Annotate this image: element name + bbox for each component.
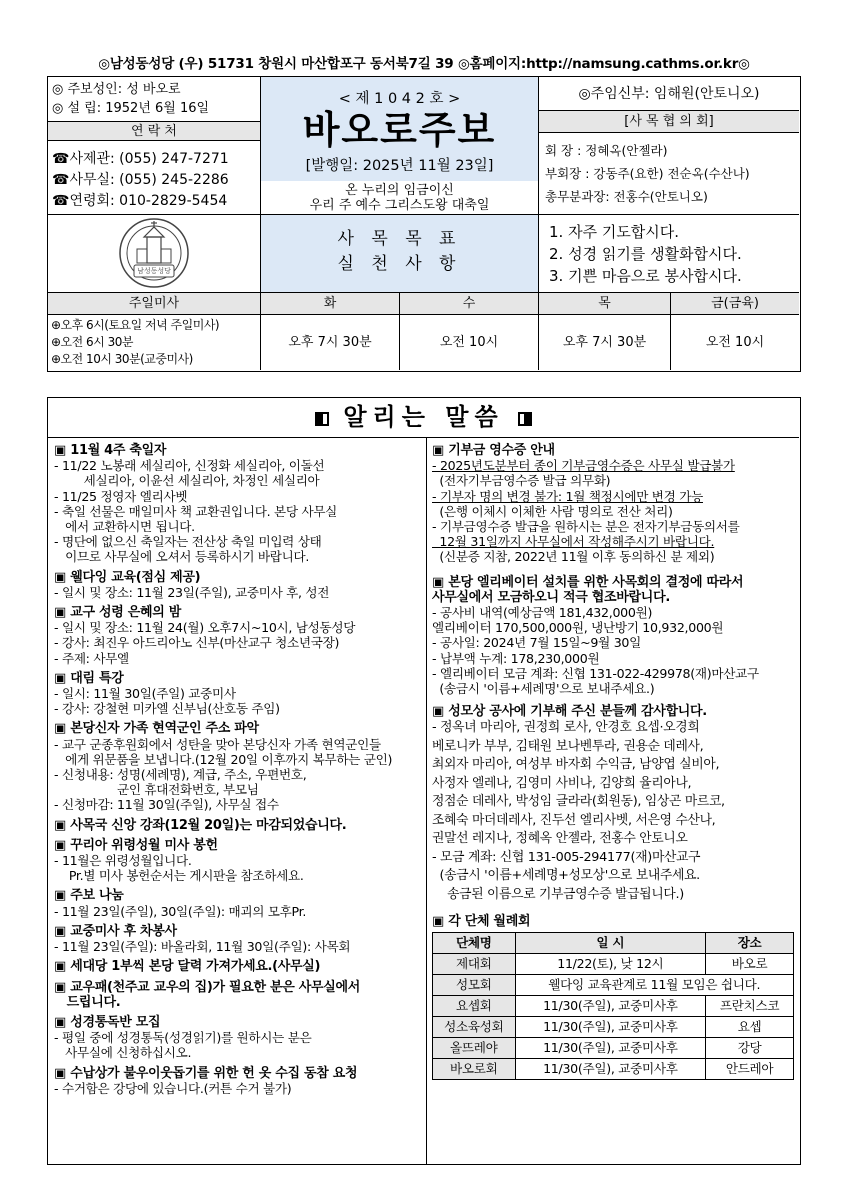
notice-line: - 일시: 11월 30일(주일) 교중미사 [54,686,236,702]
groups-header-row [433,932,794,953]
group-place: 요셉 [706,1016,794,1037]
founded-date: ◎ 설 립: 1952년 6월 16일 [52,101,210,116]
patron-saint: ◎ 주보성인: 성 바오로 [52,82,181,97]
notice-heading: ▣ 교중미사 후 차봉사 [54,923,177,939]
group-name: 제대회 [433,953,516,974]
title-right-box-icon [518,412,532,426]
notice-line: - 강사: 최진우 아드리아노 신부(마산교구 청소년국장) [54,635,340,651]
notice-line: 사무실에 신청하십시오. [54,1045,192,1061]
group-place: 안드레아 [706,1058,794,1079]
notice-line: 이므로 사무실에 오셔서 등록하시기 바랍니다. [54,549,310,565]
mass-header-sunday: 주일미사 [128,296,180,311]
group-place: 프란치스코 [706,995,794,1016]
pastor-name: ◎주임신부: 임해원(안토니오) [539,77,799,111]
group-place: 바오로 [706,953,794,974]
notice-line: - 11월 23일(주일), 30일(주일): 매괴의 모후Pr. [54,903,307,919]
notice-line: - 명단에 없으신 축일자는 전산상 축일 미입력 상태 [54,534,322,550]
goals-title-2: 실 천 사 항 [337,254,462,274]
receipt-heading: ▣ 기부금 영수증 안내 [432,443,555,458]
notice-line: - 신청내용: 성명(세례명), 계급, 주소, 우편번호, [54,767,307,783]
group-name: 요셉회 [433,995,516,1016]
notice-line: 드립니다. [54,994,121,1010]
thanks-line: (송금시 '이름+세례명+성모상'으로 보내주세요. [432,868,700,884]
sunday-mass-3: ⊕오전 10시 30분(교중미사) [51,352,193,366]
thanks-line: 사정자 엘레나, 김영미 사비나, 김양희 율리아나, [432,775,692,791]
mass-header-wed: 수 [462,296,476,311]
table-row [433,1016,794,1037]
groups-heading: ▣ 각 단체 월례회 [432,914,531,930]
mass-header-fri: 금(금육) [711,296,759,311]
title-left-box-icon [315,412,329,426]
bulletin-header [47,76,801,372]
group-schedule: 11/30(주일), 교중미사후 [515,995,706,1016]
notice-heading: ▣ 주보 나눔 [54,888,124,904]
contact-header: 연 락 처 [48,121,260,141]
thanks-line: 베로니카 부부, 김태원 보나벤투라, 권용순 데레사, [432,738,704,754]
mass-header-thu: 목 [598,296,611,311]
seal-area [48,215,260,292]
groups-header-cell: 단체명 [433,932,516,953]
notices-title-text: 알리는 말씀 [343,403,504,431]
council-header: [사 목 협 의 회] [539,111,799,133]
notice-line: - 주제: 사무엘 [54,650,129,666]
notice-heading: ▣ 수납상가 불우이웃돕기를 위한 헌 옷 수집 동참 요청 [54,1065,358,1081]
group-schedule: 11/22(토), 낮 12시 [515,953,706,974]
thanks-line: 송금된 이름으로 기부금영수증 발급됩니다.) [432,886,684,902]
receipt-line-6: 12월 31일까지 사무실에서 작성해주시기 바랍니다. [432,534,715,550]
notice-line: 에게 위문품을 보냅니다.(12월 20일 이후까지 복무하는 군인) [54,751,393,767]
notice-line: Pr.별 미사 봉헌순서는 게시판을 참조하세요. [54,868,304,884]
thanks-line: - 정옥녀 마리아, 권정희 로사, 안경호 요셉·오경희 [432,720,700,736]
thanks-line: 권말선 레지나, 정혜옥 안젤라, 전홍수 안토니오 [432,831,688,847]
thanks-line: 최외자 마리아, 여성부 바자회 수익금, 남양엽 실비아, [432,757,720,773]
elevator-line-1: - 공사비 내역(예상금액 181,432,000원) [432,605,653,621]
notice-line: - 평일 중에 성경통독(성경읽기)를 원하시는 분은 [54,1030,312,1046]
notice-line: 군인 휴대전화번호, 부모님 [54,782,259,798]
mass-tue-time: 오후 7시 30분 [288,335,372,350]
receipt-line-5: - 기부금영수증 발급을 원하시는 분은 전자기부금동의서를 [432,519,740,535]
sunday-mass-1: ⊕오후 6시(토요일 저녁 주일미사) [51,318,220,332]
notice-line: - 일시 및 장소: 11월 24(월) 오후7시~10시, 남성동성당 [54,620,356,636]
group-place: 강당 [706,1037,794,1058]
receipt-line-7: (신분증 지참, 2022년 11월 이후 동의하신 분 제외) [432,549,715,565]
table-row [433,1058,794,1079]
issue-number: < 제 1 0 4 2 호 > [338,91,461,107]
notice-heading: ▣ 교구 성령 은혜의 밤 [54,605,181,621]
groups-table [432,932,794,1080]
notice-heading: ▣ 대림 특강 [54,670,124,686]
elevator-line-3: - 공사일: 2024년 7월 15일~9월 30일 [432,635,642,651]
notice-line: - 일시 및 장소: 11월 23일(주일), 교중미사 후, 성전 [54,584,330,600]
table-row [433,953,794,974]
contact-funeral: ☎연령회: 010-2829-5454 [52,193,228,209]
group-name: 올뜨레야 [433,1037,516,1058]
contact-rectory: ☎사제관: (055) 247-7271 [52,151,229,167]
notice-line: - 신청마감: 11월 30일(주일), 사무실 접수 [54,797,279,813]
notice-line: - 11/25 정영자 엘리사벳 [54,488,188,504]
sunday-mass-2: ⊕오전 6시 30분 [51,335,133,349]
notice-heading: ▣ 교우패(천주교 교우의 집)가 필요한 분은 사무실에서 [54,979,361,995]
mass-wed-time: 오전 10시 [439,335,499,350]
notice-line: 세실리아, 이윤선 세실리아, 차정인 세실리아 [54,473,320,489]
notice-line: - 수거함은 강당에 있습니다.(커튼 수거 불가) [54,1080,292,1096]
thanks-line: 정점순 데레사, 박성임 글라라(회원동), 임상곤 마르코, [432,794,725,810]
notice-line: - 11/22 노봉래 세실리아, 신정화 세실리아, 이돌선 [54,458,325,474]
feast-line-2: 우리 주 예수 그리스도왕 대축일 [309,198,490,213]
receipt-line-3: - 기부자 명의 변경 불가: 1월 책정시에만 변경 가능 [432,488,703,504]
notice-line: - 축일 선물은 매일미사 책 교환권입니다. 본당 사무실 [54,503,338,519]
notice-heading: ▣ 본당신자 가족 현역군인 주소 파악 [54,721,259,737]
thanks-line: 조혜숙 마더데레사, 진두선 엘리사벳, 서은영 수산나, [432,812,716,828]
contact-office: ☎사무실: (055) 245-2286 [52,172,229,188]
thanks-line: - 모금 계좌: 신협 131-005-294177(재)마산교구 [432,849,701,865]
receipt-line-4: (은행 이체시 이체한 사람 명의로 전산 처리) [432,503,673,519]
seal-label: 남성동성당 [137,267,171,275]
feast-line-1: 온 누리의 임금이신 [345,183,454,198]
notices-left-column [54,438,422,1096]
groups-header-cell: 일 시 [515,932,706,953]
goal-item-3: 3. 기쁜 마음으로 봉사합시다. [549,267,742,285]
elevator-line-6: (송금시 '이름+세례명'으로 보내주세요.) [432,681,655,697]
receipt-line-1: - 2025년도분부터 종이 기부금영수증은 사무실 발급불가 [432,458,735,474]
mass-thu-time: 오후 7시 30분 [562,335,647,350]
notice-heading: ▣ 세대당 1부씩 본당 달력 가져가세요.(사무실) [54,959,321,975]
bulletin-title: 바오로주보 [302,108,497,152]
group-schedule: 11/30(주일), 교중미사후 [515,1037,706,1058]
group-schedule: 웰다잉 교육관계로 11월 모임은 쉽니다. [515,974,793,995]
issue-date: [발행일: 2025년 11월 23일] [305,158,494,174]
notice-line: - 강사: 강철현 미카엘 신부님(산호동 주임) [54,701,280,717]
elevator-line-2: 엘리베이터 170,500,000원, 냉난방기 10,932,000원 [432,620,724,636]
mass-header-tue: 화 [323,296,337,311]
notice-line: - 교구 군종후원회에서 성탄을 맞아 본당신자 가족 현역군인들 [54,736,381,752]
group-name: 성모회 [433,974,516,995]
goal-item-1: 1. 자주 기도합시다. [549,223,680,241]
council-president: 회 장 : 정혜옥(안젤라) [545,143,668,158]
notice-heading: ▣ 11월 4주 축일자 [54,443,167,458]
goal-item-2: 2. 성경 읽기를 생활화합시다. [549,245,742,263]
elevator-heading-1: ▣ 본당 엘리베이터 설치를 위한 사목회의 결정에 따라서 [432,574,744,590]
notice-heading: ▣ 웰다잉 교육(점심 제공) [54,569,201,585]
group-name: 바오로회 [433,1058,516,1079]
notice-heading: ▣ 사목국 신앙 강좌(12월 20일)는 마감되었습니다. [54,817,347,833]
group-schedule: 11/30(주일), 교중미사후 [515,1058,706,1079]
church-seal-icon [48,215,260,292]
goals-title-1: 사 목 목 표 [337,229,462,249]
notice-line: 에서 교환하시면 됩니다. [54,519,195,535]
notice-line: - 11월은 위령성월입니다. [54,853,192,869]
notice-heading: ▣ 성경통독반 모집 [54,1014,161,1030]
thanks-heading: ▣ 성모상 공사에 기부해 주신 분들께 감사합니다. [432,704,707,720]
group-name: 성소육성회 [433,1016,516,1037]
notices-right-column [432,438,798,1080]
elevator-line-5: - 엘리베이터 모금 계좌: 신협 131-022-429978(재)마산교구 [432,665,759,681]
elevator-heading-2: 사무실에서 모금하오니 적극 협조바랍니다. [432,589,670,605]
table-row [433,995,794,1016]
mass-fri-time: 오전 10시 [705,335,765,350]
council-vice: 부회장 : 강동주(요한) 전순옥(수산나) [545,166,750,181]
table-row [433,1037,794,1058]
parish-address-line: ◎남성동성당 (우) 51731 창원시 마산합포구 동서북7길 39 ◎홈페이지:http://namsung.cathms.or.kr◎ [98,56,750,72]
notice-heading: ▣ 꾸리아 위령성월 미사 봉헌 [54,837,218,853]
elevator-line-4: - 납부액 누계: 178,230,000원 [432,650,600,666]
group-schedule: 11/30(주일), 교중미사후 [515,1016,706,1037]
notices-title [48,398,799,438]
table-row [433,974,794,995]
notices-section [47,397,801,1165]
receipt-line-2: (전자기부금영수증 발급 의무화) [432,473,611,489]
notice-line: - 11월 23일(주일): 바올라회, 11월 30일(주일): 사목회 [54,939,351,955]
council-secretary: 총무분과장: 전홍수(안토니오) [545,189,708,204]
groups-header-cell: 장소 [706,932,794,953]
